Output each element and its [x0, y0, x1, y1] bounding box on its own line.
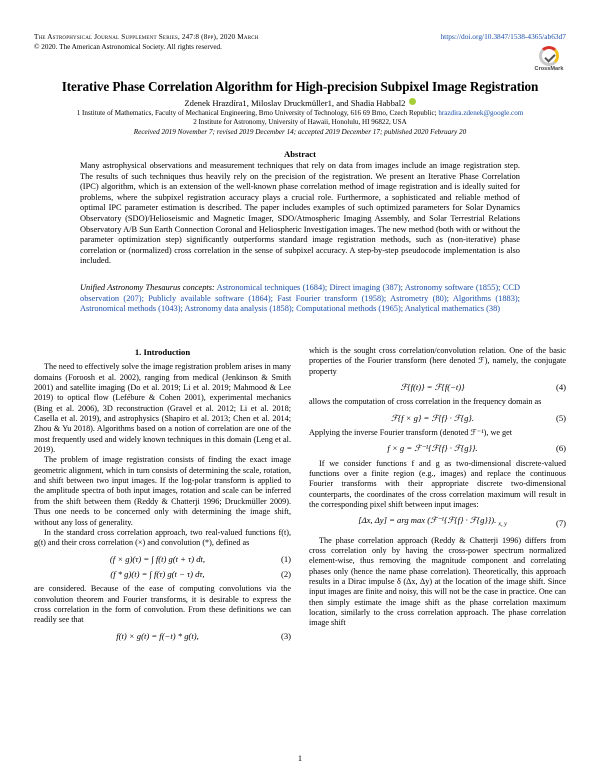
crossmark-badge[interactable] — [534, 46, 564, 78]
left-column — [34, 346, 291, 646]
email-link[interactable]: hrazdira.zdenek@google.com — [438, 109, 524, 117]
intro-paragraph-2: The problem of image registration consists of finding the exact image geometric alignment, which in turn consists of determining the scale, rotation, and shift between two input images. If the log-polar transform is applied to the amplitude spectra of both input images, rotation and scale can be inferred from the shift between them (Reddy & Chatterji 1996; Druckmüller 2009). Thus one needs to be concerned only with determining the image shift, without any loss of generality. — [34, 455, 291, 527]
equation-2: (f * g)(t) = ∫ f(τ) g(t − τ) dτ, (2) — [110, 568, 291, 579]
orcid-icon[interactable] — [409, 98, 416, 105]
right-paragraph-2: allows the computation of cross correlation in the frequency domain as — [309, 397, 542, 407]
abstract-heading: Abstract — [284, 149, 316, 159]
right-paragraph-4: If we consider functions f and g as two-dimensional discrete-valued functions over a finite region (e.g., images) and replace the continuous Fourier transforms with their appropriate discrete two-dimensional counterparts, the coordinates of the cross correlation maximum will result in the corresponding pixel shift between input images: — [309, 458, 566, 510]
keywords-lead: Unified Astronomy Thesaurus concepts: — [80, 283, 215, 292]
affiliation-1: 1 Institute of Mathematics, Faculty of Mechanical Engineering, Brno University of Technology, 616 69 Brno, Czech Republic; hrazdira.zdenek@google.com — [76, 109, 524, 117]
equation-3: f(t) × g(t) = f(−t) * g(t), (3) — [116, 630, 291, 641]
equation-1: (f × g)(τ) = ∫ f(t) g(t + τ) dt, (1) — [109, 553, 291, 564]
page-number: 1 — [297, 754, 303, 763]
section-heading-introduction: 1. Introduction — [134, 347, 191, 357]
abstract-text: Many astrophysical observations and measurement techniques that rely on data from images include an image registration step. The results of such techniques thus heavily rely on the precision of the registration. We present an Iterative Phase Correlation (IPC) algorithm, which is an extension of the well-known phase correlation method of image registration and is ideally suited for problems, where the subpixel registration accuracy plays a crucial role. Furthermore, a sophisticated and reliable method of optimal IPC parameter estimation is described. The paper includes examples of such optimized parameters for Solar Dynamics Observatory (SDO)/Helioseismic and Magnetic Imager, SDO/Atmospheric Imaging Assembly, and Solar Terrestrial Relations Observatory A/B Sun Earth Connection Coronal and Heliospheric Investigation images. The new method (both with or without the parameter optimization step) significantly outperforms standard image registration methods, such as (non-iterative) phase correlation or (normalized) cross correlation in the sense of subpixel accuracy. A step-by-step pseudocode implementation is also included. — [80, 161, 520, 266]
journal-line: The Astrophysical Journal Supplement Series, 247:8 (8pp), 2020 March — [34, 33, 259, 41]
running-header — [34, 32, 259, 52]
equation-5: ℱ{f × g} = ℱ{f} · ℱ{g}. (5) — [390, 412, 566, 423]
affiliations — [0, 109, 600, 127]
equation-7: [Δx, Δy] = arg max (ℱ⁻¹{ℱ{f} · ℱ{g}}). $_{x, y}$ (7) — [358, 515, 566, 529]
equation-6: f × g = ℱ⁻¹{ℱ{f} · ℱ{g}}. (6) — [387, 443, 566, 454]
doi-link[interactable]: https://doi.org/10.3847/1538-4365/ab63d7 — [440, 32, 566, 41]
intro-paragraph-4: are considered. Because of the ease of computing convolutions via the convolution theorem and Fourier transforms, it is desirable to express the cross correlation in the form of convolution. From these definitions we can readily see that — [34, 584, 291, 625]
intro-paragraph-1: The need to effectively solve the image registration problem arises in many domains (Foroosh et al. 2002), ranging from medical (Jenkinson & Smith 2001) and satellite imaging (Do et al. 2019; Li et al. 2019; Mahmood & Lee 2019) to optical flow (Lefébure & Cohen 2001), experimental mechanics (Bing et al. 2006), 3D reconstruction (Gravel et al. 2012; Li et al. 2018; Casella et al. 2019), and astrophysics (Shapiro et al. 2013; Chen et al. 2014; Zhou & Yu 2018). Algorithms based on a notion of correlation are one of the most frequently used and widely known techniques in this domain (Leng et al. 2019). — [34, 362, 291, 455]
equation-4: ℱ{f(t)} = ℱ{f(−t)} (4) — [400, 382, 566, 393]
right-paragraph-5: The phase correlation approach (Reddy & Chatterji 1996) differs from cross correlation only by having the cross-power spectrum normalized element-wise, thus removing the magnitude component and correlating phases only (hence the name phase correlation). Theoretically, this approach results in a Dirac impulse δ (Δx, Δy) at the location of the image shift. Since input images are finite and noisy, this will not be the case in practice. One can then simply estimate the image shift as the phase correlation maximum location, similarly to the cross correlation approach. The phase correlation image shift — [309, 535, 566, 628]
keyword-links[interactable]: Astronomical techniques (1684); Direct imaging (387); Astronomy software (1855); CCD observation (207); Publicly available software (1864); Fast Fourier transform (1958); Astrometry (80); Algorithms (1883); Astronomical methods (1043); Astronomy data analysis (1858); Computational methods (1965); Analytical mathematics (38) — [80, 283, 520, 314]
right-paragraph-3: Applying the inverse Fourier transform (denoted ℱ⁻¹), we get — [309, 428, 513, 438]
affiliation-2: 2 Institute for Astronomy, University of Hawaii, Honolulu, HI 96822, USA — [193, 118, 407, 126]
crossmark-label: CrossMark — [534, 66, 564, 72]
author-list — [0, 98, 600, 108]
right-column — [309, 346, 566, 629]
crossmark-icon — [539, 46, 559, 66]
keywords — [80, 283, 520, 315]
paper-title: Iterative Phase Correlation Algorithm for High-precision Subpixel Image Registration — [61, 79, 539, 94]
right-paragraph-1: which is the sought cross correlation/convolution relation. One of the basic properties of the Fourier transform (here denoted ℱ), namely, the conjugate property — [309, 346, 566, 376]
intro-paragraph-3: In the standard cross correlation approach, two real-valued functions f(t), g(t) and their cross correlation (×) and convolution (*), defined as — [34, 527, 291, 548]
author-names: Zdenek Hrazdíra1, Miloslav Druckmüller1, and Shadia Habbal2 — [184, 98, 406, 108]
publication-dates: Received 2019 November 7; revised 2019 December 14; accepted 2019 December 17; published 2020 February 20 — [133, 128, 467, 136]
copyright-line: © 2020. The American Astronomical Society. All rights reserved. — [34, 43, 222, 51]
